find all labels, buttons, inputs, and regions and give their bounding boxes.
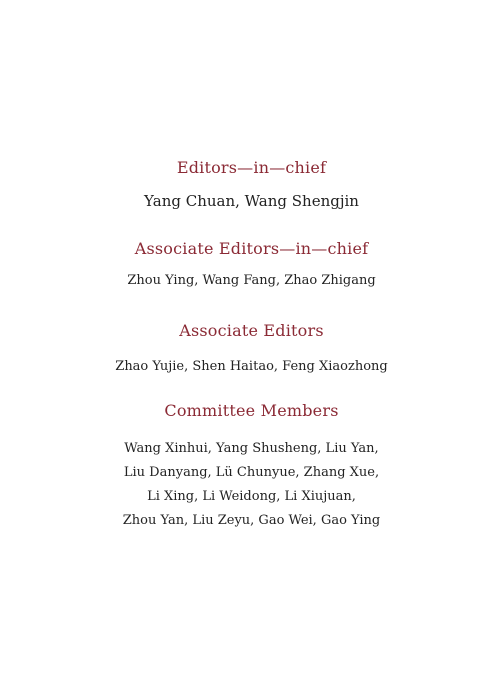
committee-members-list [0,437,503,533]
associate-editors-heading: Associate Editors [179,321,324,340]
associate-editors-names: Zhao Yujie, Shen Haitao, Feng Xiaozhong [115,359,388,374]
associate-editors-in-chief-names: Zhou Ying, Wang Fang, Zhao Zhigang [127,273,376,288]
committee-members-heading: Committee Members [164,401,339,420]
committee-members-line: Zhou Yan, Liu Zeyu, Gao Wei, Gao Ying [122,513,381,528]
committee-members-line: Liu Danyang, Lü Chunyue, Zhang Xue, [123,465,380,480]
editors-in-chief-heading: Editors—in—chief [176,158,327,177]
editors-in-chief-names: Yang Chuan, Wang Shengjin [144,192,359,210]
associate-editors-in-chief-heading: Associate Editors—in—chief [134,239,369,258]
committee-members-line: Wang Xinhui, Yang Shusheng, Liu Yan, [124,441,379,456]
committee-members-line: Li Xing, Li Weidong, Li Xiujuan, [147,489,356,504]
